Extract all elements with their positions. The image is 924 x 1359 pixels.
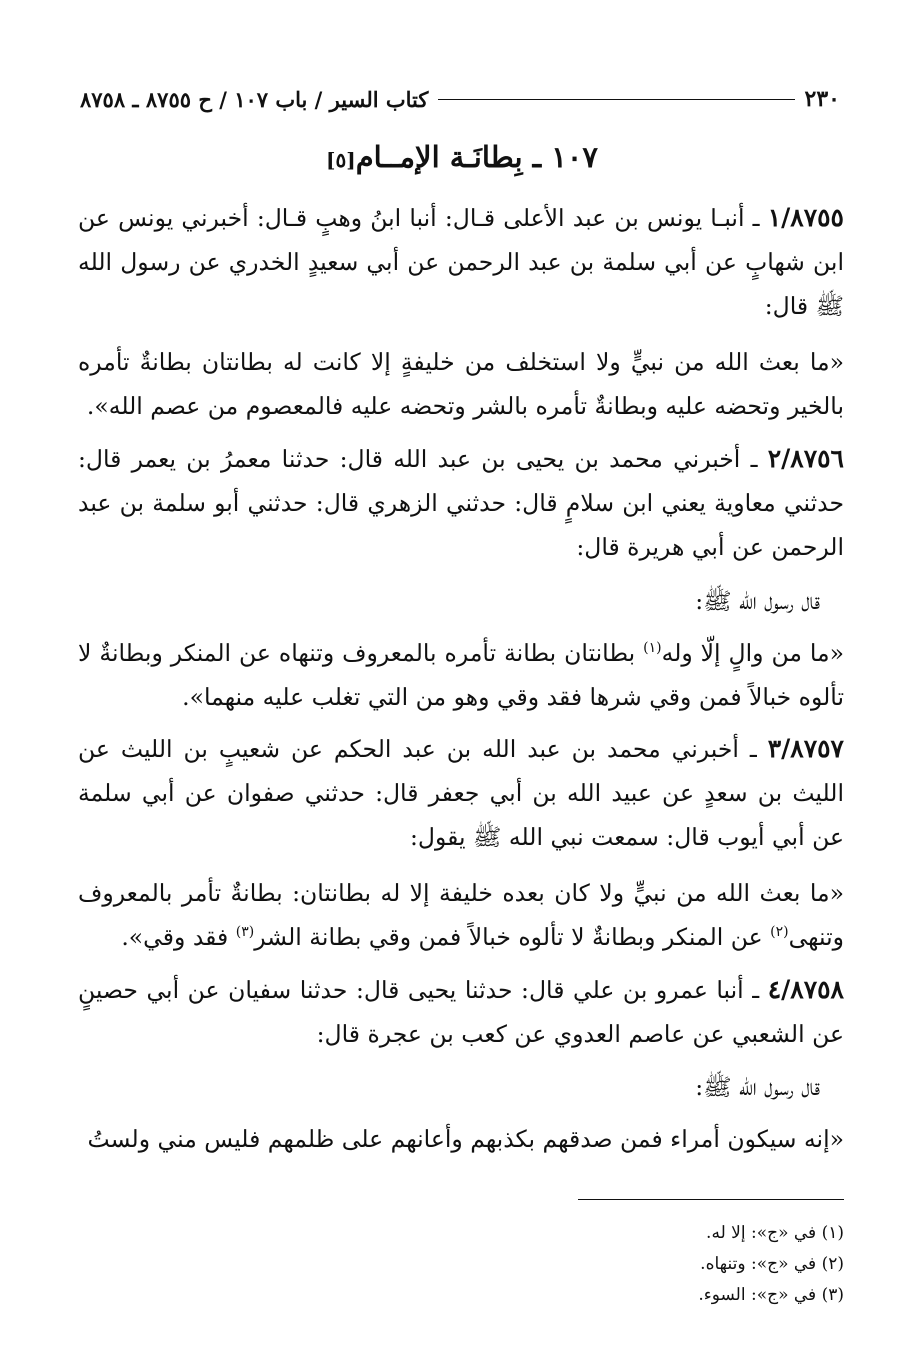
hadith-1-matn (78, 340, 844, 428)
hadith-matn: فقد وقي». (121, 923, 236, 951)
footnote-1: (١) في «ج»: إلا له. (706, 1223, 844, 1243)
hadith-4-intro (78, 1065, 820, 1109)
footnote-2: (٢) في «ج»: وتنهاه. (700, 1254, 844, 1274)
hadith-number: ٤/٨٧٥٨ (767, 975, 844, 1004)
footnote-divider (578, 1199, 844, 1200)
chapter-title (0, 140, 924, 174)
hadith-isnad: ـ أخبرني محمد بن يحيى بن عبد الله قال: حدثنا معمرُ بن يعمر قال: حدثني معاوية يعني ابن سلامٍ قال: حدثني الزهري قال: حدثني أبو سلمة بن عبد الرحمن عن أبي هريرة قال: (78, 445, 844, 561)
running-header-title: كتاب السير / باب ١٠٧ / ح ٨٧٥٥ ـ ٨٧٥٨ (80, 86, 429, 112)
hadith-matn: «ما بعث الله من نبيٍّ ولا كان بعده خليفة إلا له بطانتان: بطانةٌ تأمر بالمعروف وتنهى (78, 879, 844, 951)
hadith-4-isnad (78, 968, 844, 1056)
hadith-2-isnad (78, 437, 844, 569)
chapter-title-text: ١٠٧ ـ بِطانَـة الإمــام (355, 140, 598, 174)
footnote-marker: (٣) (235, 924, 255, 941)
hadith-isnad: ـ أنبا عمرو بن علي قال: حدثنا يحيى قال: حدثنا سفيان عن أبي حصينٍ عن الشعبي عن عاصم العدوي عن كعب بن عجرة قال: (78, 976, 844, 1048)
footnote-3: (٣) في «ج»: السوء. (698, 1285, 844, 1305)
running-header (80, 84, 840, 114)
hadith-2-matn (78, 631, 844, 719)
hadith-matn: بطانتان بطانة تأمره بالمعروف وتنهاه عن المنكر وبطانةٌ لا تألوه خبالاً فمن وقي شرها فقد وقي وهو من التي تغلب عليه منهما». (78, 639, 844, 711)
hadith-matn: «إنه سيكون أمراء فمن صدقهم بكذبهم وأعانهم على ظلمهم فليس مني ولستُ (87, 1125, 844, 1153)
hadith-matn: «ما من والٍ إلّا وله (661, 639, 844, 667)
hadith-2-intro (78, 579, 820, 623)
hadith-matn: عن المنكر وبطانةٌ لا تألوه خبالاً فمن وقي بطانة الشر (254, 923, 771, 951)
hadith-3-matn (78, 871, 844, 959)
hadith-number: ٢/٨٧٥٦ (767, 444, 844, 473)
hadith-number: ١/٨٧٥٥ (767, 203, 844, 232)
footnote-marker: (١) (643, 640, 662, 657)
hadith-matn: «ما بعث الله من نبيٍّ ولا استخلف من خليفةٍ إلا كانت له بطانتان بطانةٌ تأمره بالخير وتحضه عليه وبطانةٌ تأمره بالشر وتحضه عليه فالمعصوم من عصم الله». (78, 348, 844, 420)
page-number: ٢٣٠ (804, 86, 840, 112)
hadith-isnad: ـ أخبرني محمد بن عبد الله بن عبد الحكم عن شعيبٍ بن الليث عن الليث بن سعدٍ عن عبيد الله بن أبي جعفر قال: حدثني صفوان عن أبي سلمة عن أبي أيوب قال: سمعت نبي الله ﷺ يقول: (78, 735, 844, 851)
hadith-4-matn (78, 1117, 844, 1161)
chapter-note-ref: [٥] (326, 148, 356, 172)
hadith-intro: قال رسول الله ﷺ: (695, 587, 820, 615)
hadith-intro: قال رسول الله ﷺ: (695, 1073, 820, 1101)
footnotes (80, 1218, 844, 1311)
hadith-number: ٣/٨٧٥٧ (767, 734, 844, 763)
hadith-3-isnad (78, 727, 844, 859)
footnote-marker: (٢) (770, 924, 789, 941)
header-rule (438, 99, 794, 100)
hadith-1-isnad (78, 196, 844, 328)
hadith-isnad: ـ أنبـا يونس بن عبد الأعلى قـال: أنبا ابنُ وهبٍ قـال: أخبرني يونس عن ابن شهابٍ عن أبي سلمة بن عبد الرحمن عن أبي سعيدٍ الخدري عن رسول الله ﷺ قال: (78, 204, 844, 320)
